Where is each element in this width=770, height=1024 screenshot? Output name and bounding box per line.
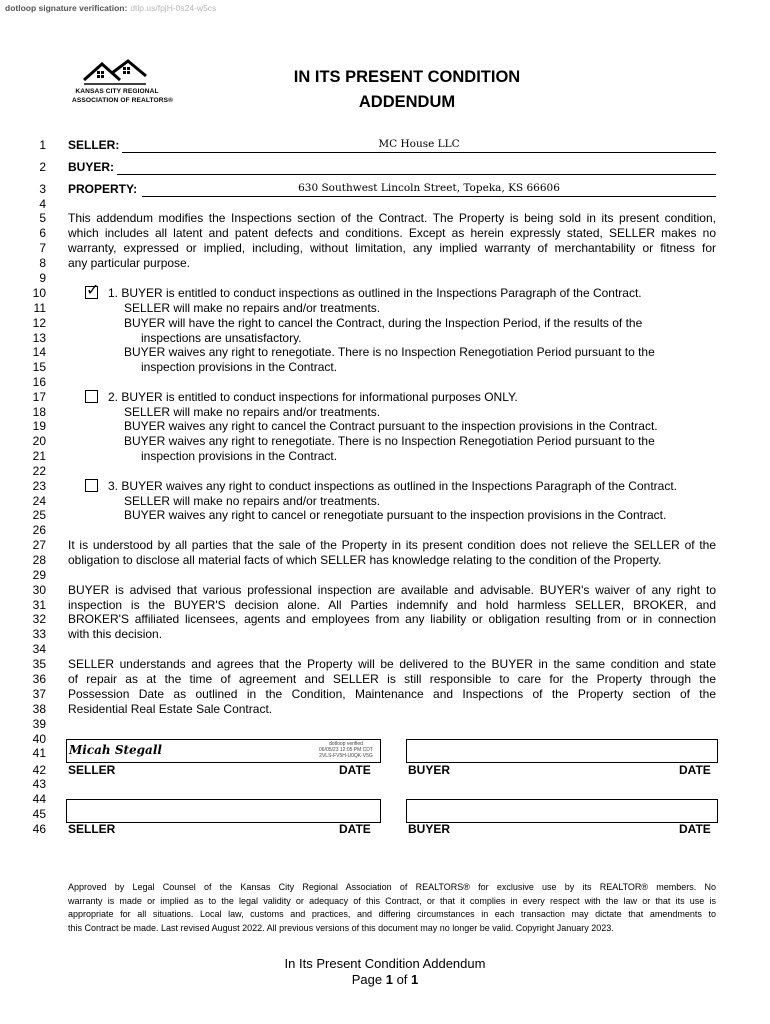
line-number: 39 bbox=[32, 717, 46, 731]
option-1-line-5: BUYER waives any right to renegotiate. There is no Inspection Renegotiation Period pursuant to the bbox=[124, 345, 655, 359]
line-number: 23 bbox=[32, 479, 46, 493]
line-number: 12 bbox=[32, 316, 46, 330]
property-field-line bbox=[142, 196, 716, 197]
disclaimer-line-2: warranty is made or implied as to the legal validity or adequacy of this Contract, or that it complies in every respect with the law or that its use is bbox=[68, 895, 716, 906]
line-number: 35 bbox=[32, 657, 46, 671]
seller-2-label: SELLER bbox=[68, 822, 116, 836]
intro-line-2: which includes all latent and patent defects and conditions. Except as herein expressly stated, SELLER makes no bbox=[68, 226, 716, 240]
option-3-line-1: 3. BUYER waives any right to conduct inspections as outlined in the Inspections Paragraph of the Contract. bbox=[108, 479, 677, 493]
verification-link[interactable]: dtlp.us/fpjH-0s24-w5cs bbox=[130, 3, 217, 13]
property-field-value[interactable]: 630 Southwest Lincoln Street, Topeka, KS 66606 bbox=[298, 182, 560, 194]
disclaimer-line-4: this Contract be made. Last revised August 2022. All previous versions of this document may no longer be valid. Copyright January 2023. bbox=[68, 922, 614, 933]
of-word: of bbox=[396, 972, 408, 987]
line-number: 26 bbox=[32, 523, 46, 537]
buyer-field-label: BUYER: bbox=[68, 160, 115, 174]
houses-icon bbox=[82, 58, 152, 88]
document-title: IN ITS PRESENT CONDITION bbox=[293, 68, 521, 86]
buyer-field-line bbox=[117, 174, 716, 175]
option-3-line-2: SELLER will make no repairs and/or treatments. bbox=[124, 494, 381, 508]
knowledge-line-1: It is understood by all parties that the sale of the Property in its present condition does not relieve the SELLER of the bbox=[68, 538, 716, 552]
page-number bbox=[0, 972, 770, 987]
total-pages: 1 bbox=[411, 972, 419, 987]
advised-line-4: with this decision. bbox=[68, 627, 163, 641]
dotloop-verified-id: 2VLS-FV5H-U0QK-V5G bbox=[319, 753, 373, 759]
line-number: 31 bbox=[32, 598, 46, 612]
seller-1-date-label: DATE bbox=[339, 763, 371, 777]
line-number: 11 bbox=[33, 301, 46, 315]
line-number: 28 bbox=[32, 553, 46, 567]
line-number: 24 bbox=[32, 494, 46, 508]
legal-disclaimer bbox=[68, 881, 716, 935]
dotloop-verified-label: dotloop verified bbox=[329, 741, 363, 747]
advised-line-2: inspection is the BUYER'S decision alone. All Parties indemnify and hold harmless SELLER, BROKER, and bbox=[68, 598, 716, 612]
line-number: 8 bbox=[39, 256, 46, 270]
intro-line-4: any particular purpose. bbox=[68, 256, 191, 270]
line-number: 18 bbox=[32, 405, 46, 419]
line-number: 33 bbox=[32, 627, 46, 641]
page-footer-title: In Its Present Condition Addendum bbox=[284, 956, 486, 971]
seller-1-signature: Micah Stegall bbox=[69, 743, 162, 757]
option-1-line-2: SELLER will make no repairs and/or treatments. bbox=[124, 301, 381, 315]
delivery-line-3: Possession Date as outlined in the Condition, Maintenance and Inspections of the Property section of the bbox=[68, 687, 716, 701]
dotloop-verified-date: 06/05/23 12:05 PM CDT bbox=[319, 747, 373, 753]
dotloop-verified-stamp bbox=[312, 741, 380, 759]
option-3-checkbox[interactable] bbox=[85, 479, 98, 492]
dotloop-verification bbox=[5, 3, 216, 13]
logo-org-line1: KANSAS CITY REGIONAL bbox=[75, 88, 159, 95]
line-number: 43 bbox=[32, 777, 46, 791]
line-number: 3 bbox=[39, 182, 46, 196]
option-2-checkbox[interactable] bbox=[85, 390, 98, 403]
line-number: 45 bbox=[32, 807, 46, 821]
seller-field-line bbox=[122, 152, 716, 153]
line-number: 29 bbox=[32, 568, 46, 582]
verification-label: dotloop signature verification: bbox=[5, 3, 128, 13]
option-1-line-4: inspections are unsatisfactory. bbox=[141, 331, 302, 345]
line-number: 41 bbox=[32, 746, 46, 760]
line-number: 1 bbox=[39, 138, 46, 152]
line-number: 37 bbox=[32, 687, 46, 701]
line-number: 38 bbox=[32, 702, 46, 716]
option-1-line-3: BUYER will have the right to cancel the Contract, during the Inspection Period, if the results of the bbox=[124, 316, 643, 330]
logo-org-line2: ASSOCIATION OF REALTORS® bbox=[72, 97, 174, 104]
line-number: 7 bbox=[39, 241, 46, 255]
intro-line-1: This addendum modifies the Inspections section of the Contract. The Property is being sold in its present condition, bbox=[68, 211, 716, 225]
line-number: 27 bbox=[32, 538, 46, 552]
option-1-checkbox[interactable] bbox=[85, 280, 100, 299]
page-word: Page bbox=[351, 972, 383, 987]
line-number: 4 bbox=[39, 197, 46, 211]
buyer-2-date-label: DATE bbox=[679, 822, 711, 836]
option-1-line-1: 1. BUYER is entitled to conduct inspections as outlined in the Inspections Paragraph of the Contract. bbox=[108, 286, 642, 300]
seller-1-label: SELLER bbox=[68, 763, 116, 777]
document-subtitle: ADDENDUM bbox=[358, 93, 456, 111]
current-page: 1 bbox=[385, 972, 393, 987]
line-number: 17 bbox=[32, 390, 46, 404]
delivery-line-4: Residential Real Estate Sale Contract. bbox=[68, 702, 273, 716]
buyer-1-signature-box[interactable] bbox=[406, 739, 718, 763]
seller-field-value[interactable]: MC House LLC bbox=[378, 138, 460, 150]
option-2-line-4: BUYER waives any right to renegotiate. There is no Inspection Renegotiation Period pursuant to the bbox=[124, 434, 655, 448]
line-number: 2 bbox=[39, 160, 46, 174]
disclaimer-line-1: Approved by Legal Counsel of the Kansas City Regional Association of REALTORS® for exclusive use by its REALTOR® members. No bbox=[68, 882, 716, 892]
line-number: 9 bbox=[39, 271, 46, 285]
line-number: 20 bbox=[32, 434, 46, 448]
seller-2-signature-box[interactable] bbox=[66, 799, 381, 823]
buyer-1-date-label: DATE bbox=[679, 763, 711, 777]
seller-field-label: SELLER: bbox=[68, 138, 120, 152]
property-field-label: PROPERTY: bbox=[68, 182, 138, 196]
line-number: 40 bbox=[32, 732, 46, 746]
advised-line-1: BUYER is advised that various professional inspection are available and advisable. BUYER's waiver of any right to bbox=[68, 583, 716, 597]
option-1-line-6: inspection provisions in the Contract. bbox=[141, 360, 338, 374]
line-number: 10 bbox=[32, 286, 46, 300]
line-number: 16 bbox=[32, 375, 46, 389]
line-number: 6 bbox=[39, 226, 46, 240]
line-number: 14 bbox=[32, 345, 46, 359]
line-number: 5 bbox=[39, 211, 46, 225]
option-3-line-3: BUYER waives any right to cancel or renegotiate pursuant to the inspection provisions in the Contract. bbox=[124, 508, 667, 522]
buyer-1-label: BUYER bbox=[408, 763, 451, 777]
line-number: 22 bbox=[32, 464, 46, 478]
line-number: 19 bbox=[32, 419, 46, 433]
option-2-line-3: BUYER waives any right to cancel the Contract pursuant to the inspection provisions in the Contract. bbox=[124, 419, 658, 433]
line-number: 36 bbox=[32, 672, 46, 686]
line-number: 25 bbox=[32, 508, 46, 522]
intro-line-3: warranty, expressed or implied, including, without limitation, any implied warranty of merchantability or fitness for bbox=[68, 241, 716, 255]
line-number: 34 bbox=[32, 642, 46, 656]
delivery-line-2: of repair as at the time of agreement and SELLER is still responsible to care for the Property through the bbox=[68, 672, 716, 686]
buyer-2-label: BUYER bbox=[408, 822, 451, 836]
checkmark-icon: ✓ bbox=[86, 280, 100, 299]
knowledge-line-2: obligation to disclose all material facts of which SELLER has knowledge relating to the condition of the Property. bbox=[68, 553, 662, 567]
line-number: 46 bbox=[32, 822, 46, 836]
disclaimer-line-3: appropriate for all situations. Local law, customs and practices, and differing circumstances in each transaction may dictate that amendments to bbox=[68, 909, 716, 920]
advised-line-3: BROKER'S affiliated licensees, agents and employees from any liability or obligation resulting from or in connection bbox=[68, 612, 716, 626]
line-number: 42 bbox=[32, 763, 46, 777]
line-number: 21 bbox=[32, 449, 46, 463]
line-number: 44 bbox=[32, 792, 46, 806]
buyer-2-signature-box[interactable] bbox=[406, 799, 718, 823]
seller-2-date-label: DATE bbox=[339, 822, 371, 836]
option-2-line-1: 2. BUYER is entitled to conduct inspections for informational purposes ONLY. bbox=[108, 390, 518, 404]
option-2-line-5: inspection provisions in the Contract. bbox=[141, 449, 338, 463]
line-number: 13 bbox=[32, 331, 46, 345]
delivery-line-1: SELLER understands and agrees that the Property will be delivered to the BUYER in the same condition and state bbox=[68, 657, 716, 671]
kcrar-logo bbox=[72, 58, 174, 112]
line-number: 32 bbox=[32, 612, 46, 626]
option-2-line-2: SELLER will make no repairs and/or treatments. bbox=[124, 405, 381, 419]
line-number: 15 bbox=[32, 360, 46, 374]
line-number: 30 bbox=[32, 583, 46, 597]
